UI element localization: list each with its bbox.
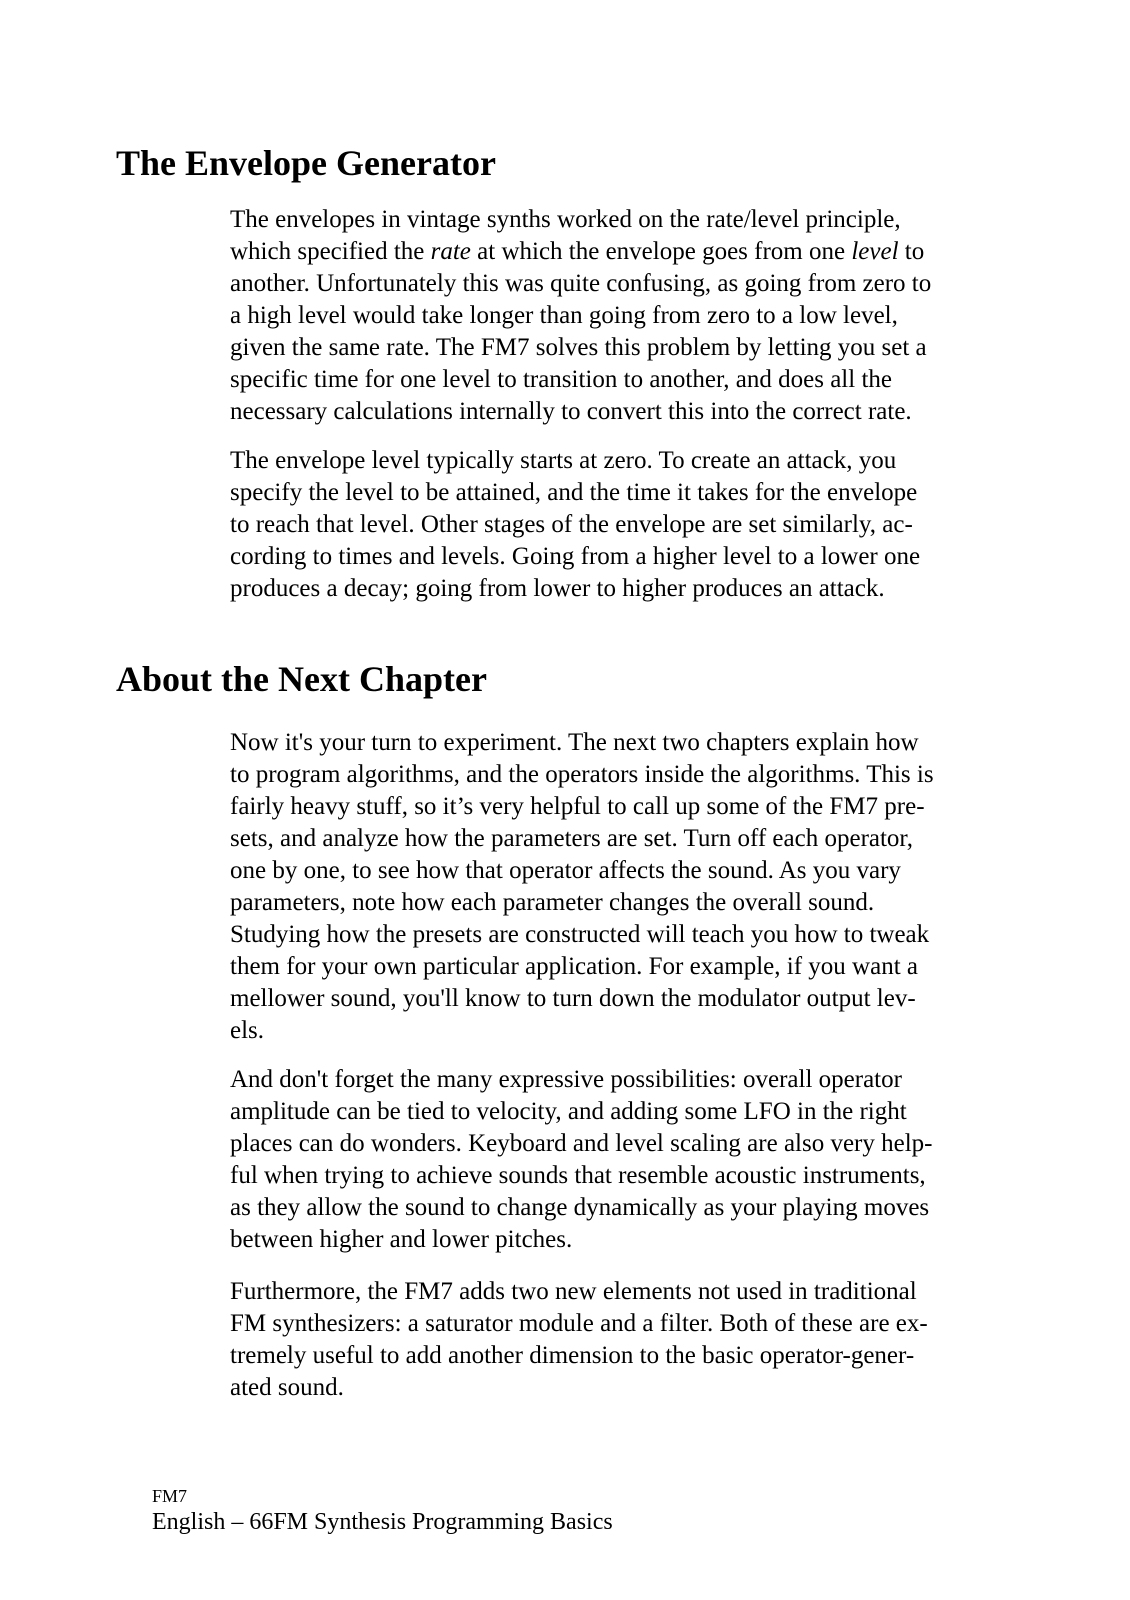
text-run: mellower sound, you'll know to turn down the modulator output lev- <box>230 985 916 1012</box>
page-footer <box>152 1485 613 1537</box>
text-line <box>230 951 1000 983</box>
text-line <box>230 983 1000 1015</box>
footer-page-line: English – 66FM Synthesis Programming Basics <box>152 1509 613 1535</box>
text-run: to <box>898 238 925 265</box>
text-run: places can do wonders. Keyboard and level scaling are also very help- <box>230 1130 933 1157</box>
text-run: ful when trying to achieve sounds that resemble acoustic instruments, <box>230 1162 926 1189</box>
text-run: cording to times and levels. Going from a higher level to a lower one <box>230 543 921 570</box>
text-line <box>230 791 1000 823</box>
text-run: to reach that level. Other stages of the envelope are set similarly, ac- <box>230 511 913 538</box>
text-line <box>230 1308 1000 1340</box>
emphasized-term: level <box>851 238 899 265</box>
text-run: to program algorithms, and the operators inside the algorithms. This is <box>230 761 934 788</box>
text-line <box>230 445 1000 477</box>
text-run: amplitude can be tied to velocity, and adding some LFO in the right <box>230 1098 907 1125</box>
text-line <box>230 541 1000 573</box>
text-run: a high level would take longer than going from zero to a low level, <box>230 302 898 329</box>
text-line <box>230 1096 1000 1128</box>
paragraph <box>230 1276 1000 1404</box>
text-line <box>230 887 1000 919</box>
text-run: necessary calculations internally to convert this into the correct rate. <box>230 398 912 425</box>
section-heading-envelope-generator: The Envelope Generator <box>116 143 496 183</box>
text-run: Now it's your turn to experiment. The next two chapters explain how <box>230 729 919 756</box>
text-run: specific time for one level to transition to another, and does all the <box>230 366 892 393</box>
text-run: fairly heavy stuff, so it’s very helpful to call up some of the FM7 pre- <box>230 793 925 820</box>
text-run: The envelope level typically starts at zero. To create an attack, you <box>230 447 897 474</box>
text-run: The envelopes in vintage synths worked on the rate/level principle, <box>230 206 901 233</box>
text-line <box>230 364 1000 396</box>
text-run: ated sound. <box>230 1374 344 1401</box>
text-line <box>230 300 1000 332</box>
text-line <box>230 919 1000 951</box>
text-run: specify the level to be attained, and the time it takes for the envelope <box>230 479 918 506</box>
text-line <box>230 1128 1000 1160</box>
text-run: them for your own particular application. For example, if you want a <box>230 953 918 980</box>
emphasized-term: rate <box>430 238 471 265</box>
text-run: another. Unfortunately this was quite confusing, as going from zero to <box>230 270 932 297</box>
text-line <box>230 1276 1000 1308</box>
text-run: tremely useful to add another dimension to the basic operator-gener- <box>230 1342 915 1369</box>
text-run: as they allow the sound to change dynamically as your playing moves <box>230 1194 930 1221</box>
text-run: parameters, note how each parameter changes the overall sound. <box>230 889 875 916</box>
text-run: sets, and analyze how the parameters are set. Turn off each operator, <box>230 825 914 852</box>
text-run: at which the envelope goes from one <box>470 238 852 265</box>
text-line <box>230 573 1000 605</box>
paragraph <box>230 445 1000 605</box>
text-line <box>230 1192 1000 1224</box>
text-line <box>230 509 1000 541</box>
text-run: produces a decay; going from lower to higher produces an attack. <box>230 575 885 602</box>
text-run: els. <box>230 1017 265 1044</box>
text-line <box>230 1224 1000 1256</box>
text-line <box>230 855 1000 887</box>
text-run: between higher and lower pitches. <box>230 1226 573 1253</box>
paragraph <box>230 204 1000 428</box>
text-line <box>230 204 1000 236</box>
text-run: And don't forget the many expressive possibilities: overall operator <box>230 1066 902 1093</box>
text-line <box>230 1160 1000 1192</box>
text-run: FM synthesizers: a saturator module and a filter. Both of these are ex- <box>230 1310 928 1337</box>
text-line <box>230 1372 1000 1404</box>
text-run: which specified the <box>230 238 431 265</box>
text-line <box>230 1064 1000 1096</box>
text-line <box>230 236 1000 268</box>
text-line <box>230 759 1000 791</box>
footer-product-name: FM7 <box>152 1486 188 1506</box>
text-run: one by one, to see how that operator affects the sound. As you vary <box>230 857 901 884</box>
text-line <box>230 727 1000 759</box>
text-line <box>230 1340 1000 1372</box>
paragraph <box>230 1064 1000 1256</box>
text-line <box>230 823 1000 855</box>
text-run: Furthermore, the FM7 adds two new elements not used in traditional <box>230 1278 917 1305</box>
text-line <box>230 477 1000 509</box>
text-run: given the same rate. The FM7 solves this problem by letting you set a <box>230 334 927 361</box>
paragraph <box>230 727 1000 1047</box>
text-run: Studying how the presets are constructed will teach you how to tweak <box>230 921 930 948</box>
text-line <box>230 268 1000 300</box>
section-heading-about-next-chapter: About the Next Chapter <box>116 659 487 699</box>
text-line <box>230 396 1000 428</box>
text-line <box>230 332 1000 364</box>
text-line <box>230 1015 1000 1047</box>
